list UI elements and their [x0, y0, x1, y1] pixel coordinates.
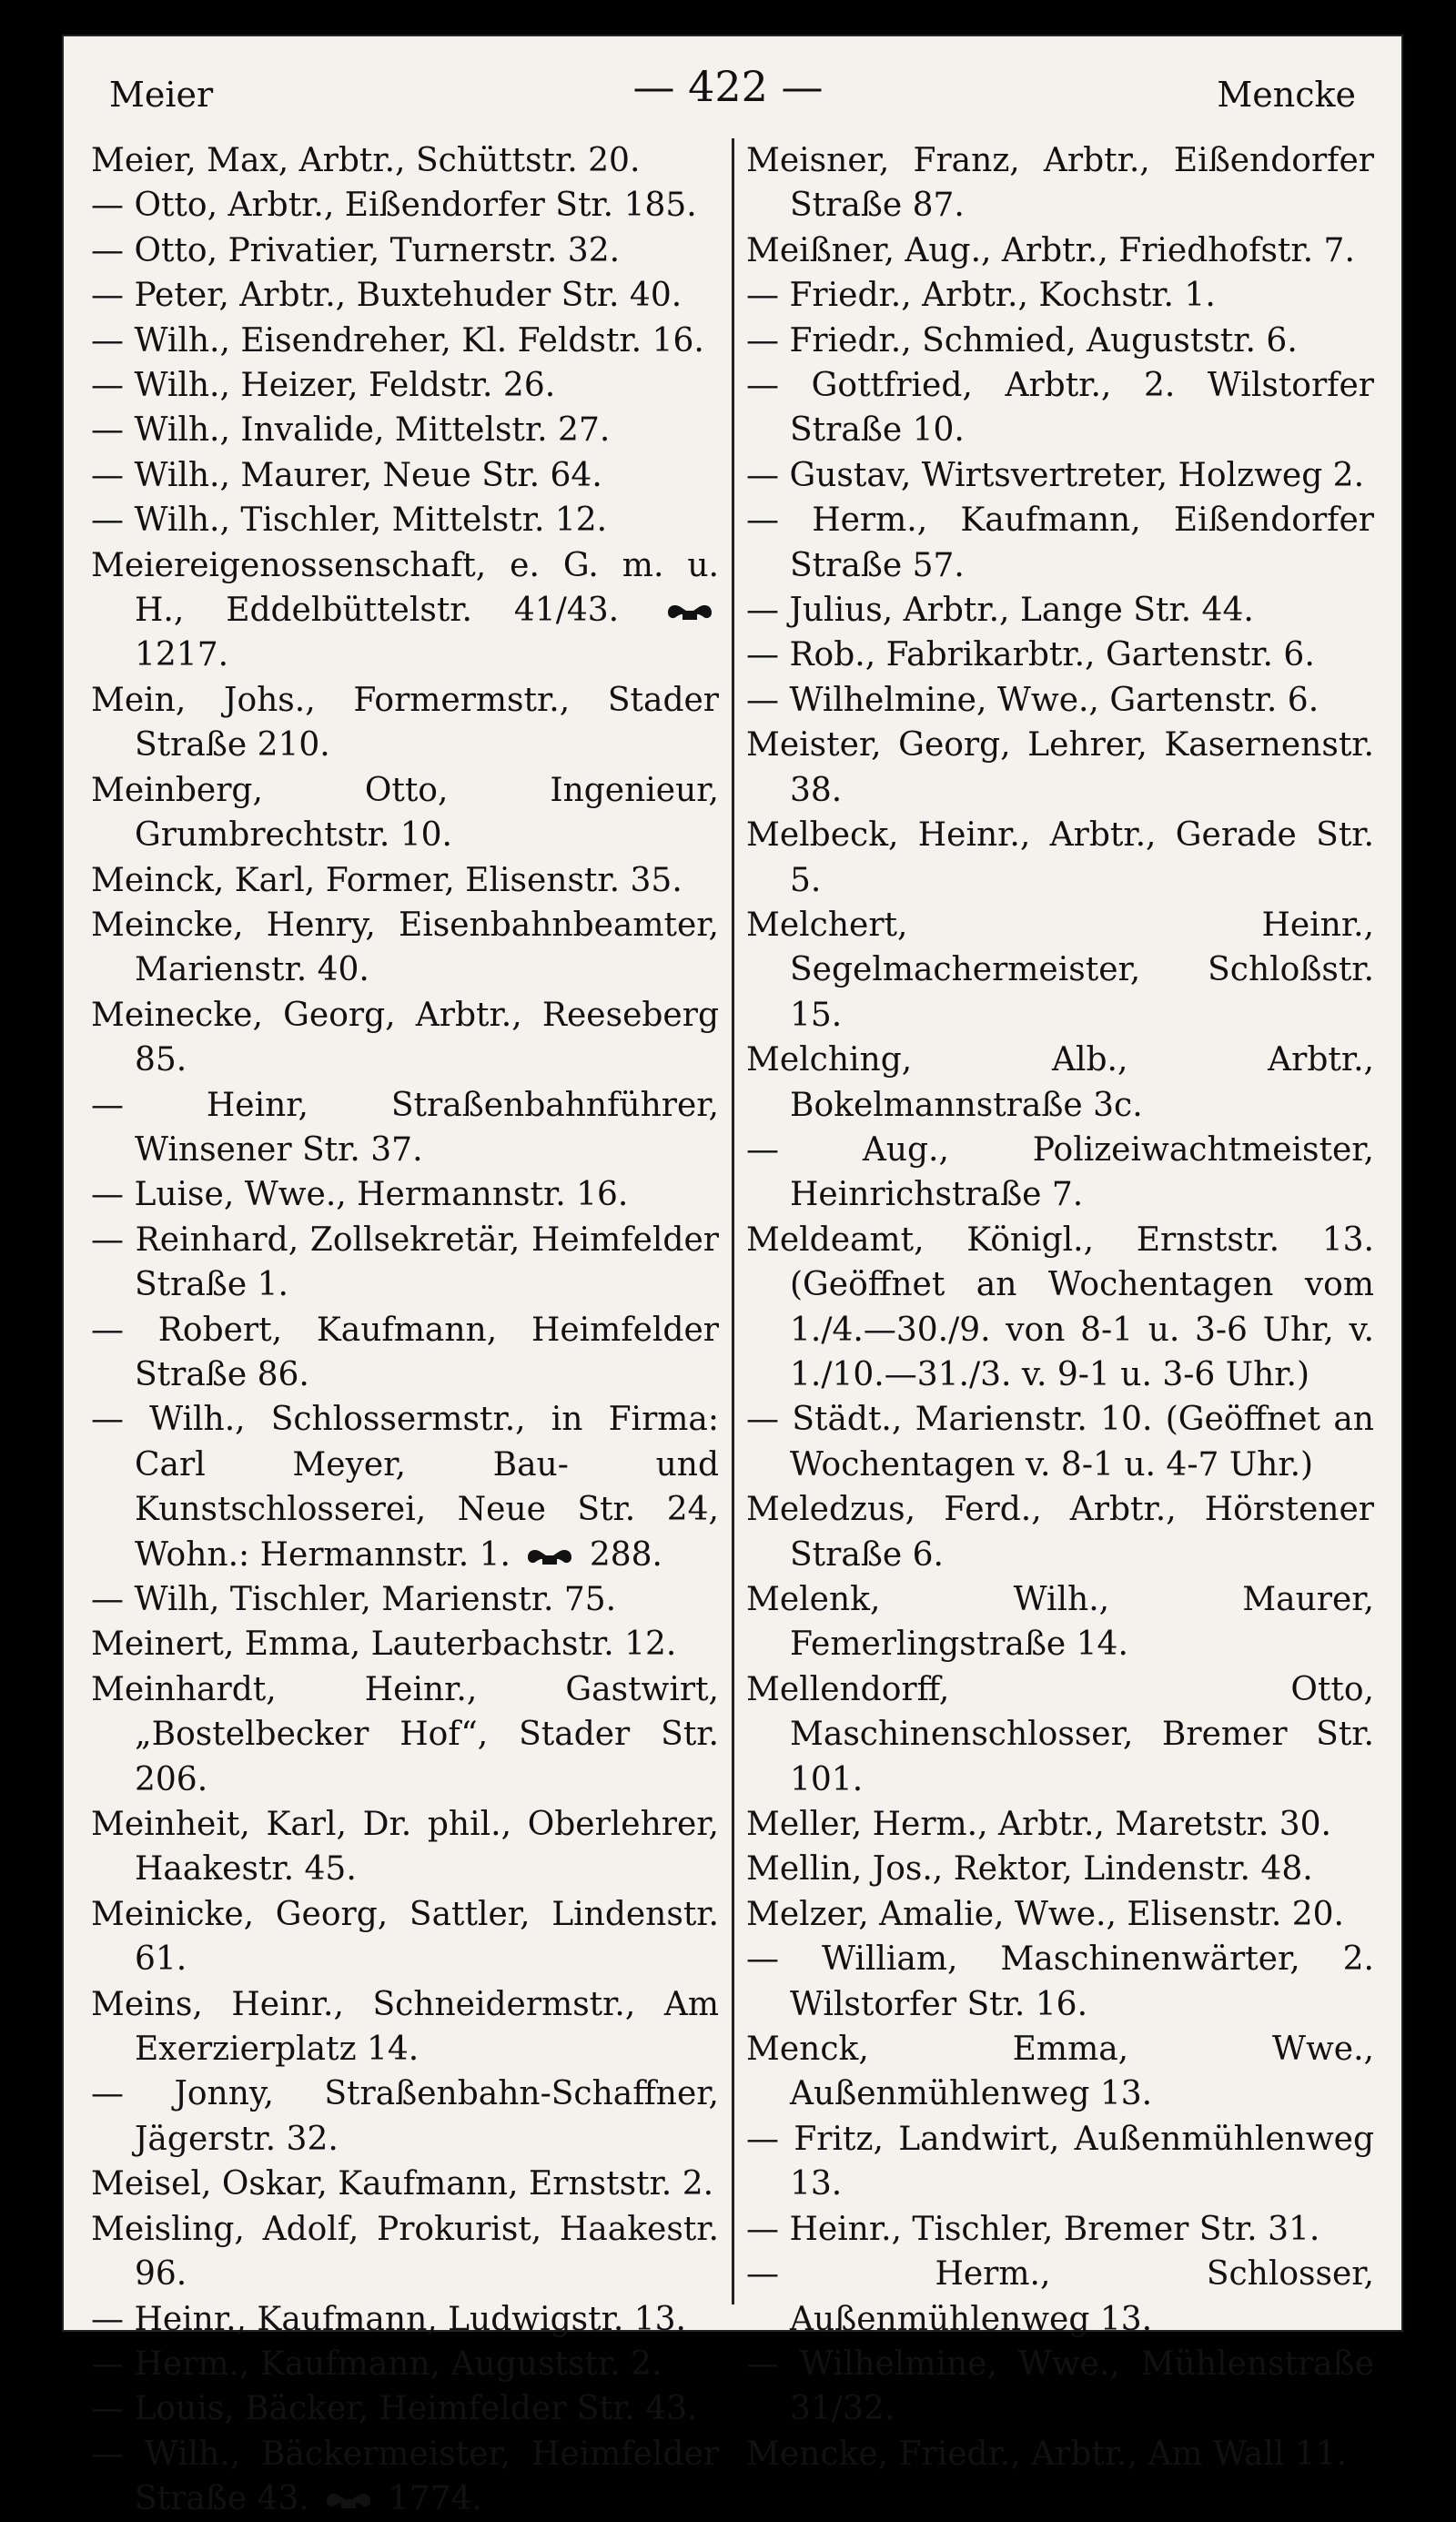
directory-entry: Meinert, Emma, Lauterbachstr. 12. [91, 1626, 677, 1664]
directory-entry: — Herm., Schlosser, Außenmühlenweg 13. [746, 2255, 1374, 2338]
directory-entry: — Rob., Fabrikarbtr., Gartenstr. 6. [746, 636, 1315, 674]
directory-entry: — Jonny, Straßenbahn-Schaffner, Jägerstr. 32. [91, 2075, 719, 2158]
directory-entry: Meiereigenossenschaft, e. G. m. u. H., Eddelbüttelstr. 41/43. 1217. [91, 546, 719, 674]
directory-entry: — Wilh., Bäckermeister, Heimfelder Straße 43. 1774. [91, 2435, 719, 2518]
directory-entry: — Louis, Bäcker, Heimfelder Str. 43. [91, 2390, 698, 2428]
header-right-keyword: Mencke [1217, 75, 1356, 115]
directory-entry: — Wilh., Schlossermstr., in Firma: Carl Meyer, Bau- und Kunstschlosserei, Neue Str. 24, Wohn.: Hermannstr. 1. 288. [91, 1401, 719, 1574]
directory-entry: — Gustav, Wirtsvertreter, Holzweg 2. [746, 456, 1365, 494]
directory-entry: Melzer, Amalie, Wwe., Elisenstr. 20. [746, 1895, 1344, 1933]
directory-entry: Meinicke, Georg, Sattler, Lindenstr. 61. [91, 1895, 719, 1979]
directory-entry: — Friedr., Arbtr., Kochstr. 1. [746, 277, 1216, 315]
directory-entry: Meinheit, Karl, Dr. phil., Oberlehrer, Haakestr. 45. [91, 1806, 719, 1889]
directory-entry: — Wilh., Invalide, Mittelstr. 27. [91, 411, 611, 450]
directory-entry: — Peter, Arbtr., Buxtehuder Str. 40. [91, 277, 682, 315]
directory-entry: Meldeamt, Königl., Ernststr. 13. (Geöffnet an Wochentagen vom 1./4.—30./9. von 8-1 u. 3-6 Uhr, v. 1./10.—31./3. v. 9-1 u. 3-6 Uhr.) [746, 1220, 1374, 1393]
directory-entry: — Herm., Kaufmann, Eißendorfer Straße 57. [746, 501, 1374, 584]
page-header [91, 62, 1365, 126]
directory-entry: — Friedr., Schmied, Auguststr. 6. [746, 321, 1298, 360]
directory-entry: — Otto, Privatier, Turnerstr. 32. [91, 231, 621, 269]
right-column [746, 138, 1374, 2473]
directory-page [64, 36, 1401, 2518]
directory-entry: Mellendorff, Otto, Maschinenschlosser, Bremer Str. 101. [746, 1670, 1374, 1798]
column-divider [732, 138, 734, 2304]
directory-entry: Melenk, Wilh., Maurer, Femerlingstraße 14. [746, 1581, 1374, 1664]
directory-entry: Meinck, Karl, Former, Elisenstr. 35. [91, 861, 682, 899]
directory-entry: — Wilh., Tischler, Mittelstr. 12. [91, 501, 608, 540]
directory-entry: — Wilh, Tischler, Marienstr. 75. [91, 1581, 617, 1618]
directory-entry: — Robert, Kaufmann, Heimfelder Straße 86. [91, 1311, 719, 1393]
directory-entry: — Julius, Arbtr., Lange Str. 44. [746, 592, 1254, 630]
directory-entry: Melchert, Heinr., Segelmachermeister, Schloßstr. 15. [746, 906, 1374, 1034]
directory-entry: — Herm., Kaufmann, Auguststr. 2. [91, 2345, 662, 2383]
directory-entry: — Heinr., Kaufmann, Ludwigstr. 13. [91, 2300, 686, 2338]
telephone-icon [325, 2490, 372, 2512]
directory-entry: — Aug., Polizeiwachtmeister, Heinrichstraße 7. [746, 1130, 1374, 1214]
directory-entry: — Wilhelmine, Wwe., Gartenstr. 6. [746, 681, 1320, 719]
directory-entry: Melbeck, Heinr., Arbtr., Gerade Str. 5. [746, 816, 1374, 899]
directory-entry: Mellin, Jos., Rektor, Lindenstr. 48. [746, 1850, 1313, 1889]
directory-entry: Meisel, Oskar, Kaufmann, Ernststr. 2. [91, 2165, 714, 2203]
header-left-keyword: Meier [109, 75, 214, 115]
directory-entry: — William, Maschinenwärter, 2. Wilstorfer Str. 16. [746, 1940, 1374, 2023]
directory-entry: — Wilh., Maurer, Neue Str. 64. [91, 456, 602, 494]
directory-columns [91, 138, 1374, 2518]
directory-entry: — Fritz, Landwirt, Außenmühlenweg 13. [746, 2120, 1374, 2203]
directory-entry: — Wilh., Eisendreher, Kl. Feldstr. 16. [91, 321, 704, 360]
directory-entry: — Heinr, Straßenbahnführer, Winsener Str. 37. [91, 1086, 719, 1169]
directory-entry: — Luise, Wwe., Hermannstr. 16. [91, 1176, 629, 1214]
directory-entry: — Heinr., Tischler, Bremer Str. 31. [746, 2210, 1320, 2248]
directory-entry: Meinhardt, Heinr., Gastwirt, „Bostelbecker Hof“, Stader Str. 206. [91, 1670, 719, 1798]
directory-entry: — Städt., Marienstr. 10. (Geöffnet an Wochentagen v. 8-1 u. 4-7 Uhr.) [746, 1401, 1374, 1484]
directory-entry: Meincke, Henry, Eisenbahnbeamter, Marienstr. 40. [91, 906, 719, 989]
page-number: — 422 — [632, 62, 824, 111]
directory-entry: — Wilhelmine, Wwe., Mühlenstraße 31/32. [746, 2345, 1374, 2428]
directory-entry: Melching, Alb., Arbtr., Bokelmannstraße 3c. [746, 1041, 1374, 1124]
directory-entry: Meister, Georg, Lehrer, Kasernenstr. 38. [746, 726, 1374, 809]
directory-entry: Meller, Herm., Arbtr., Maretstr. 30. [746, 1806, 1331, 1844]
directory-entry: Meisling, Adolf, Prokurist, Haakestr. 96. [91, 2210, 719, 2294]
directory-entry: Meinecke, Georg, Arbtr., Reeseberg 85. [91, 996, 719, 1079]
directory-entry: Meinberg, Otto, Ingenieur, Grumbrechtstr. 10. [91, 771, 719, 855]
directory-entry: Meißner, Aug., Arbtr., Friedhofstr. 7. [746, 231, 1355, 269]
telephone-icon [526, 1546, 573, 1568]
directory-entry: — Otto, Arbtr., Eißendorfer Str. 185. [91, 187, 697, 225]
telephone-icon [666, 602, 713, 623]
left-column [91, 138, 719, 2518]
directory-entry: — Wilh., Heizer, Feldstr. 26. [91, 367, 556, 405]
directory-entry: Meier, Max, Arbtr., Schüttstr. 20. [91, 142, 641, 179]
directory-entry: Meledzus, Ferd., Arbtr., Hörstener Straße 6. [746, 1491, 1374, 1574]
directory-entry: — Gottfried, Arbtr., 2. Wilstorfer Straße 10. [746, 367, 1374, 450]
directory-entry: Meins, Heinr., Schneidermstr., Am Exerzierplatz 14. [91, 1985, 719, 2069]
directory-entry: Menck, Emma, Wwe., Außenmühlenweg 13. [746, 2031, 1374, 2113]
directory-entry: — Reinhard, Zollsekretär, Heimfelder Straße 1. [91, 1220, 719, 1304]
directory-entry: Meisner, Franz, Arbtr., Eißendorfer Straße 87. [746, 142, 1374, 225]
directory-entry: Mencke, Friedr., Arbtr., Am Wall 11. [746, 2435, 1348, 2473]
directory-entry: Mein, Johs., Formermstr., Stader Straße 210. [91, 681, 719, 765]
